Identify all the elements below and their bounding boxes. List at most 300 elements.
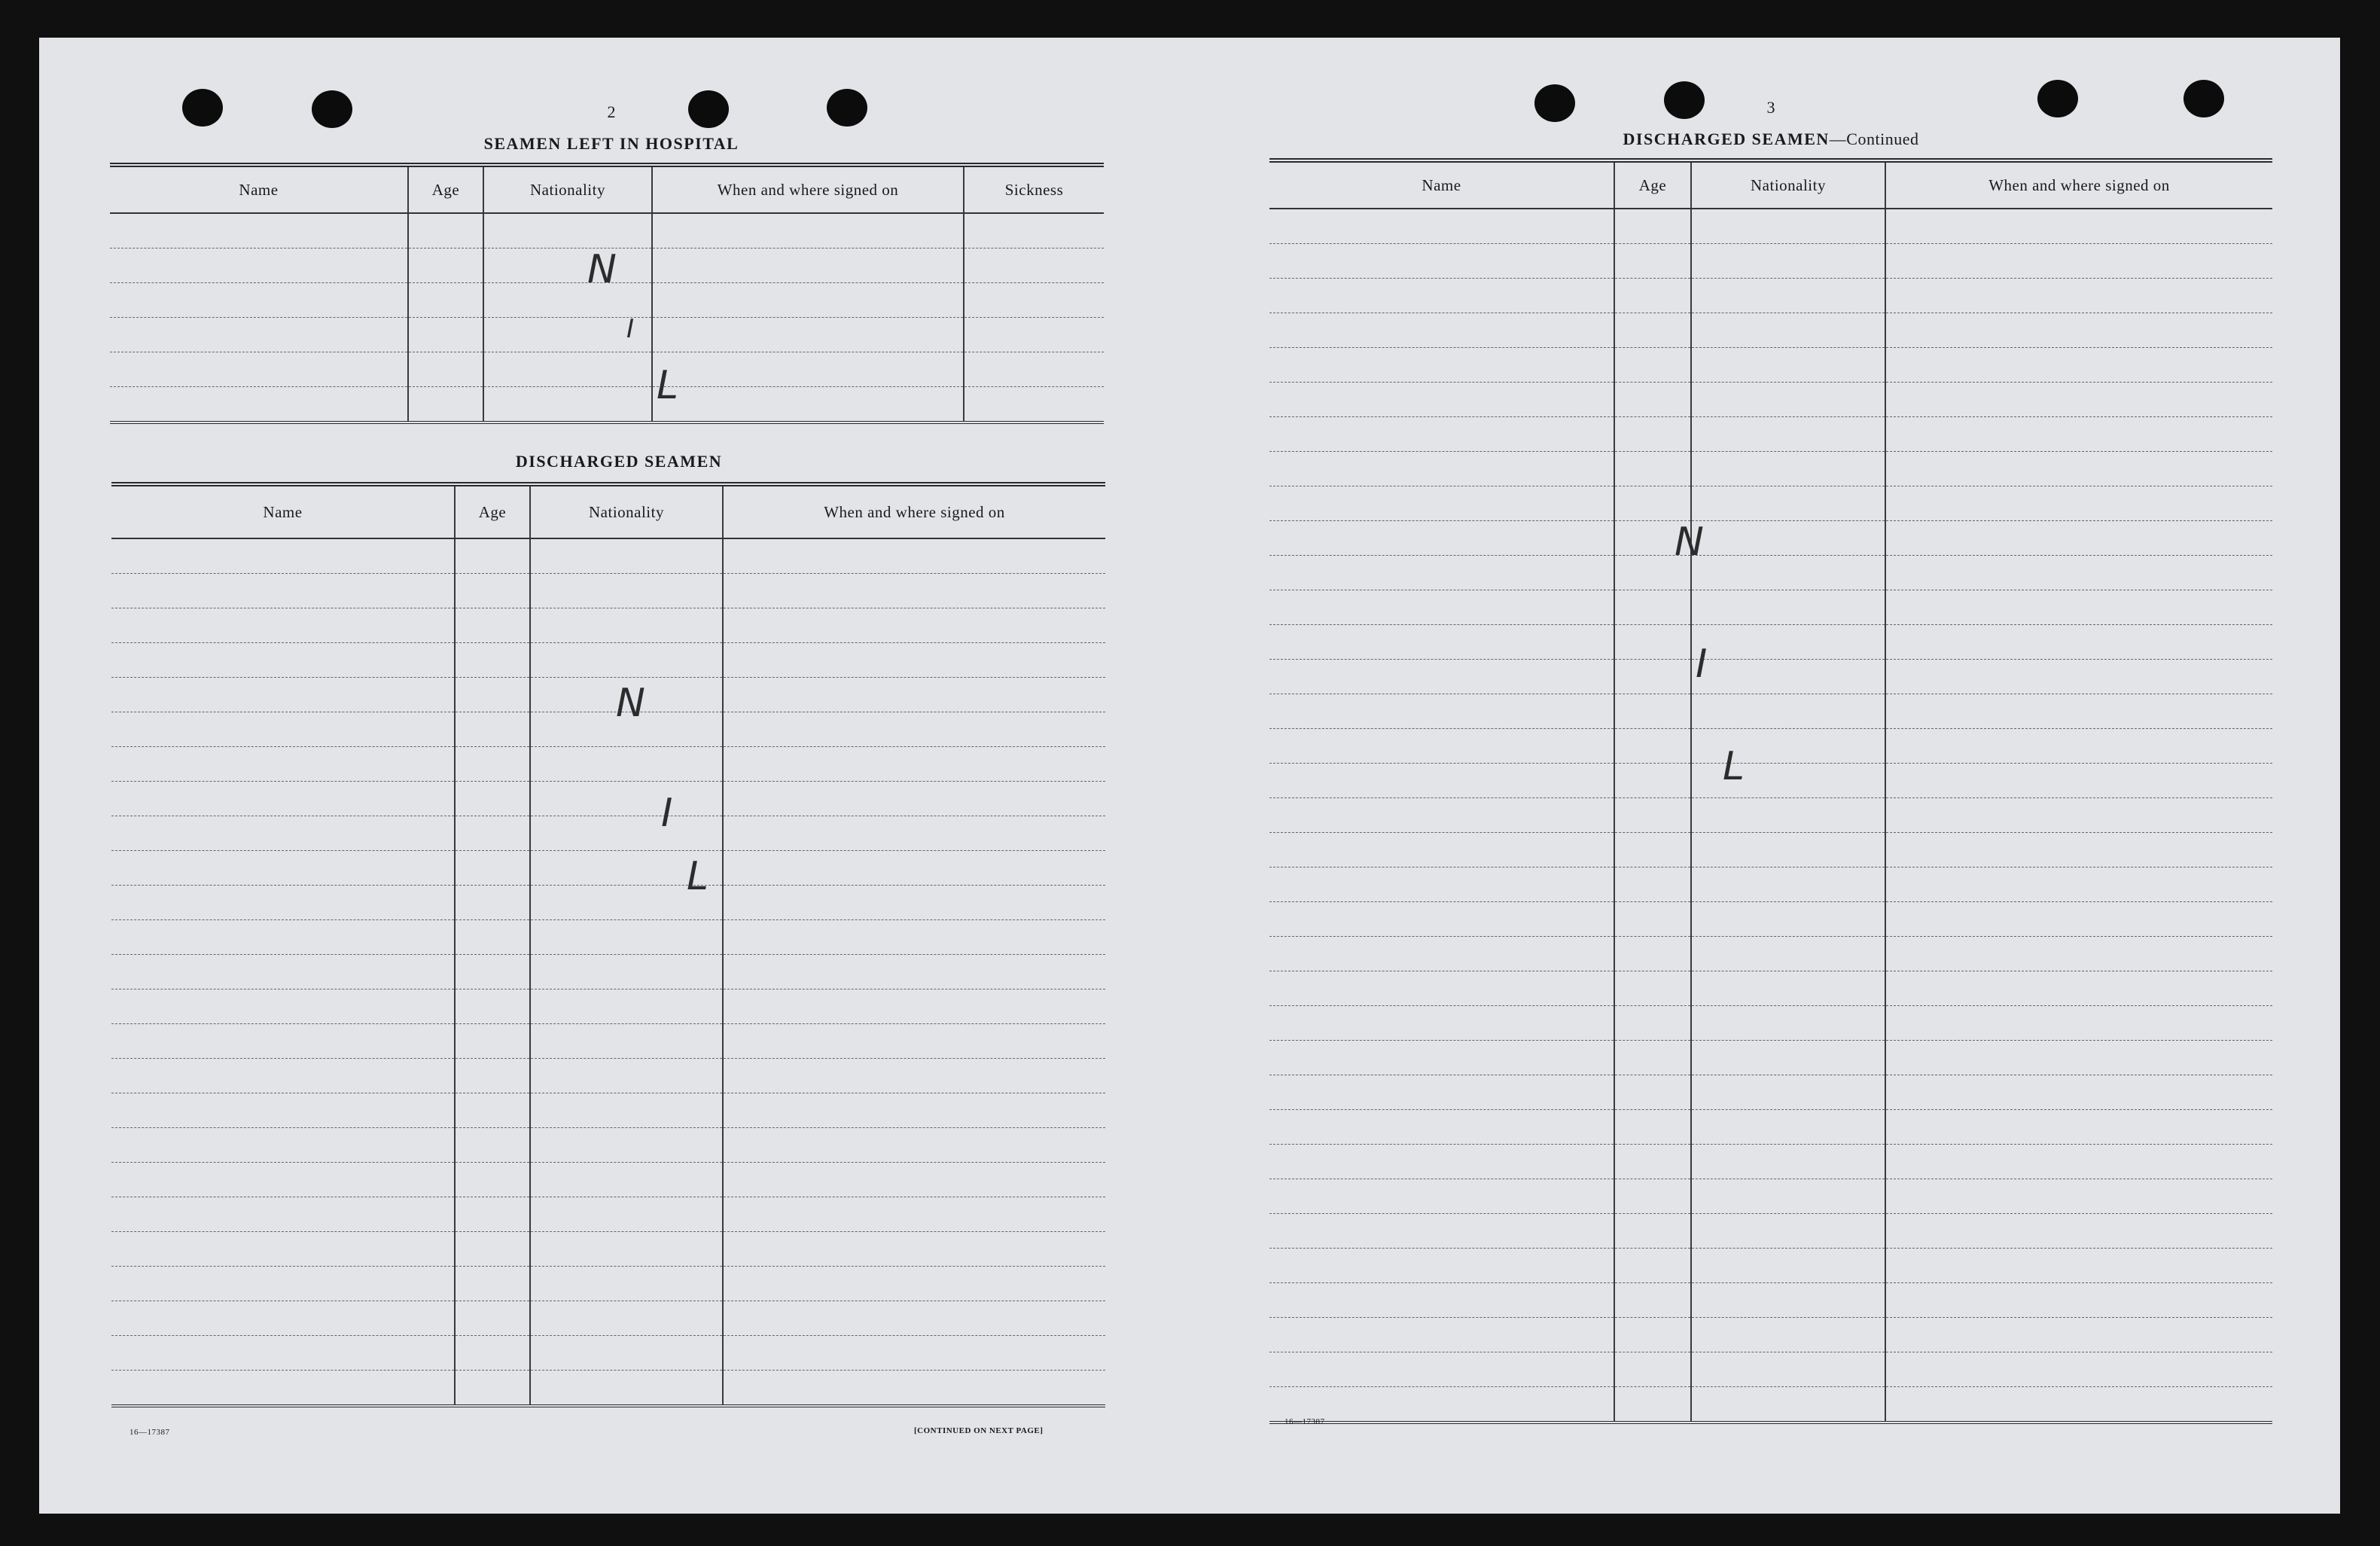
table-row: [111, 608, 1105, 643]
col-header-nationality: Nationality: [1691, 160, 1885, 209]
blank-cell: [723, 1301, 1105, 1336]
table-row: [1269, 1283, 2272, 1318]
blank-cell: [1614, 1249, 1691, 1283]
blank-cell: [1885, 1318, 2272, 1352]
blank-cell: [1614, 764, 1691, 798]
table-row: [1269, 1387, 2272, 1423]
blank-cell: [723, 608, 1105, 643]
blank-cell: [530, 1024, 723, 1059]
blank-cell: [455, 1128, 530, 1163]
discharged-rows-right: [1269, 209, 2272, 1423]
blank-cell: [723, 747, 1105, 782]
blank-cell: [110, 283, 408, 318]
blank-cell: [1614, 1283, 1691, 1318]
blank-cell: [530, 747, 723, 782]
table-row: [1269, 1179, 2272, 1214]
blank-cell: [723, 678, 1105, 712]
blank-cell: [1691, 1075, 1885, 1110]
blank-cell: [111, 990, 455, 1024]
table-row: [1269, 764, 2272, 798]
blank-cell: [1691, 313, 1885, 348]
table-row: [111, 851, 1105, 886]
table-row: [1269, 1352, 2272, 1387]
table-row: [1269, 244, 2272, 279]
blank-cell: [964, 387, 1104, 423]
blank-cell: [1691, 486, 1885, 521]
blank-cell: [1614, 590, 1691, 625]
blank-cell: [1691, 383, 1885, 417]
blank-cell: [455, 816, 530, 851]
col-header-age: Age: [455, 484, 530, 538]
table-row: [111, 1232, 1105, 1267]
col-header-name: Name: [111, 484, 455, 538]
blank-cell: [1885, 694, 2272, 729]
blank-cell: [530, 1093, 723, 1128]
blank-cell: [652, 283, 964, 318]
col-header-nationality: Nationality: [530, 484, 723, 538]
blank-cell: [723, 1128, 1105, 1163]
blank-cell: [1691, 764, 1885, 798]
handwritten-mark: L: [687, 854, 709, 899]
blank-cell: [530, 1232, 723, 1267]
blank-cell: [1691, 1387, 1885, 1423]
blank-cell: [111, 747, 455, 782]
blank-cell: [964, 249, 1104, 283]
blank-cell: [530, 1267, 723, 1301]
table-row: [110, 352, 1104, 387]
table-row: [111, 1371, 1105, 1407]
blank-cell: [1269, 1249, 1614, 1283]
blank-cell: [111, 1336, 455, 1371]
title-suffix: —Continued: [1829, 130, 1919, 148]
blank-cell: [1269, 486, 1614, 521]
blank-cell: [1691, 729, 1885, 764]
table-row: [1269, 1041, 2272, 1075]
blank-cell: [1269, 348, 1614, 383]
blank-cell: [1885, 556, 2272, 590]
blank-cell: [1691, 1006, 1885, 1041]
blank-cell: [1691, 902, 1885, 937]
blank-cell: [1691, 1145, 1885, 1179]
blank-cell: [111, 851, 455, 886]
blank-cell: [1269, 279, 1614, 313]
blank-cell: [1885, 1041, 2272, 1075]
blank-cell: [1614, 798, 1691, 833]
form-number-right: 16—17387: [1284, 1417, 1325, 1426]
blank-cell: [1691, 1214, 1885, 1249]
blank-cell: [455, 538, 530, 574]
blank-cell: [1691, 868, 1885, 902]
blank-cell: [530, 816, 723, 851]
blank-cell: [1269, 1110, 1614, 1145]
blank-cell: [1269, 590, 1614, 625]
punch-hole: [182, 89, 223, 127]
table-row: [111, 886, 1105, 920]
blank-cell: [455, 643, 530, 678]
table-row: [111, 574, 1105, 608]
hospital-section-title: SEAMEN LEFT IN HOSPITAL: [483, 134, 739, 153]
blank-cell: [1614, 660, 1691, 694]
blank-cell: [483, 387, 652, 423]
blank-cell: [1691, 660, 1885, 694]
table-row: [111, 747, 1105, 782]
discharged-table-right: [1269, 158, 2272, 1424]
blank-cell: [530, 1301, 723, 1336]
table-row: [111, 1024, 1105, 1059]
table-row: [111, 1163, 1105, 1197]
blank-cell: [111, 955, 455, 990]
blank-cell: [1885, 833, 2272, 868]
blank-cell: [964, 352, 1104, 387]
blank-cell: [723, 816, 1105, 851]
blank-cell: [1269, 937, 1614, 971]
blank-cell: [455, 1093, 530, 1128]
blank-cell: [1614, 1075, 1691, 1110]
blank-cell: [723, 643, 1105, 678]
blank-cell: [455, 990, 530, 1024]
table-row: [111, 816, 1105, 851]
blank-cell: [1885, 1214, 2272, 1249]
page-number-right: 3: [1766, 98, 1775, 117]
blank-cell: [1691, 1110, 1885, 1145]
blank-cell: [1885, 452, 2272, 486]
blank-cell: [1885, 971, 2272, 1006]
blank-cell: [110, 318, 408, 352]
discharged-table-left: [111, 482, 1105, 1407]
blank-cell: [1269, 1352, 1614, 1387]
blank-cell: [1269, 521, 1614, 556]
table-row: [111, 1336, 1105, 1371]
blank-cell: [1691, 1318, 1885, 1352]
blank-cell: [1614, 1387, 1691, 1423]
punch-hole: [2037, 80, 2078, 117]
col-header-age: Age: [1614, 160, 1691, 209]
table-row: [110, 318, 1104, 352]
blank-cell: [1691, 1352, 1885, 1387]
table-row: [1269, 486, 2272, 521]
blank-cell: [1691, 1041, 1885, 1075]
blank-cell: [530, 782, 723, 816]
blank-cell: [455, 1197, 530, 1232]
blank-cell: [111, 886, 455, 920]
table-row: [110, 213, 1104, 249]
blank-cell: [408, 387, 483, 423]
blank-cell: [652, 352, 964, 387]
blank-cell: [723, 955, 1105, 990]
blank-cell: [1614, 937, 1691, 971]
blank-cell: [1614, 971, 1691, 1006]
table-row: [111, 643, 1105, 678]
blank-cell: [530, 920, 723, 955]
table-row: [1269, 452, 2272, 486]
blank-cell: [1614, 313, 1691, 348]
table-row: [1269, 1006, 2272, 1041]
blank-cell: [111, 1093, 455, 1128]
blank-cell: [455, 886, 530, 920]
table-row: [1269, 1249, 2272, 1283]
blank-cell: [1691, 244, 1885, 279]
blank-cell: [530, 1197, 723, 1232]
blank-cell: [455, 747, 530, 782]
blank-cell: [1885, 937, 2272, 971]
blank-cell: [1885, 348, 2272, 383]
blank-cell: [530, 1163, 723, 1197]
blank-cell: [1269, 1075, 1614, 1110]
col-header-name: Name: [110, 165, 408, 213]
blank-cell: [455, 1059, 530, 1093]
blank-cell: [1691, 590, 1885, 625]
table-row: [1269, 590, 2272, 625]
table-row: [110, 387, 1104, 423]
blank-cell: [1614, 833, 1691, 868]
table-row: [1269, 313, 2272, 348]
table-row: [111, 955, 1105, 990]
blank-cell: [1691, 1283, 1885, 1318]
blank-cell: [1614, 1352, 1691, 1387]
blank-cell: [723, 1232, 1105, 1267]
blank-cell: [1269, 798, 1614, 833]
blank-cell: [1269, 556, 1614, 590]
blank-cell: [1614, 694, 1691, 729]
blank-cell: [723, 1336, 1105, 1371]
blank-cell: [111, 678, 455, 712]
blank-cell: [455, 1336, 530, 1371]
blank-cell: [111, 643, 455, 678]
blank-cell: [652, 318, 964, 352]
blank-cell: [530, 990, 723, 1024]
blank-cell: [1885, 521, 2272, 556]
col-header-nationality: Nationality: [483, 165, 652, 213]
table-row: [1269, 902, 2272, 937]
blank-cell: [1885, 1006, 2272, 1041]
blank-cell: [111, 1059, 455, 1093]
handwritten-mark: N: [587, 247, 617, 292]
blank-cell: [111, 574, 455, 608]
blank-cell: [1885, 244, 2272, 279]
blank-cell: [111, 816, 455, 851]
table-row: [1269, 1318, 2272, 1352]
blank-cell: [1691, 348, 1885, 383]
blank-cell: [1691, 625, 1885, 660]
table-row: [1269, 798, 2272, 833]
blank-cell: [530, 574, 723, 608]
blank-cell: [111, 1301, 455, 1336]
blank-cell: [1614, 348, 1691, 383]
table-row: [111, 1059, 1105, 1093]
handwritten-mark: N: [1675, 520, 1704, 565]
blank-cell: [1614, 1145, 1691, 1179]
blank-cell: [1885, 1145, 2272, 1179]
blank-cell: [110, 352, 408, 387]
blank-cell: [111, 1024, 455, 1059]
form-number-left: 16—17387: [130, 1428, 170, 1437]
table-row: [111, 920, 1105, 955]
blank-cell: [483, 283, 652, 318]
blank-cell: [530, 1336, 723, 1371]
blank-cell: [1691, 209, 1885, 244]
blank-cell: [1269, 660, 1614, 694]
table-row: [111, 678, 1105, 712]
blank-cell: [1614, 279, 1691, 313]
blank-cell: [1691, 833, 1885, 868]
blank-cell: [1269, 1041, 1614, 1075]
blank-cell: [1269, 694, 1614, 729]
col-header-signed-on: When and where signed on: [723, 484, 1105, 538]
blank-cell: [1614, 383, 1691, 417]
blank-cell: [723, 712, 1105, 747]
blank-cell: [652, 249, 964, 283]
col-header-age: Age: [408, 165, 483, 213]
table-row: [1269, 1145, 2272, 1179]
blank-cell: [1614, 1006, 1691, 1041]
table-row: [1269, 868, 2272, 902]
table-row: [1269, 417, 2272, 452]
blank-cell: [1691, 452, 1885, 486]
table-row: [1269, 625, 2272, 660]
blank-cell: [1269, 1214, 1614, 1249]
blank-cell: [1885, 1110, 2272, 1145]
blank-cell: [1885, 1352, 2272, 1387]
punch-hole: [827, 89, 867, 127]
blank-cell: [1885, 1179, 2272, 1214]
blank-cell: [1269, 1179, 1614, 1214]
blank-cell: [1885, 313, 2272, 348]
blank-cell: [723, 886, 1105, 920]
blank-cell: [1269, 833, 1614, 868]
blank-cell: [1885, 660, 2272, 694]
blank-cell: [530, 538, 723, 574]
blank-cell: [1885, 1249, 2272, 1283]
table-row: [1269, 1110, 2272, 1145]
blank-cell: [723, 990, 1105, 1024]
handwritten-mark: I: [661, 791, 673, 836]
blank-cell: [723, 1163, 1105, 1197]
table-row: [111, 1267, 1105, 1301]
blank-cell: [455, 1301, 530, 1336]
blank-cell: [1885, 902, 2272, 937]
table-row: [1269, 383, 2272, 417]
table-row: [111, 1301, 1105, 1336]
blank-cell: [1614, 417, 1691, 452]
table-row: [111, 1197, 1105, 1232]
blank-cell: [1885, 764, 2272, 798]
blank-cell: [1269, 1318, 1614, 1352]
blank-cell: [455, 920, 530, 955]
table-row: [111, 1093, 1105, 1128]
handwritten-mark: L: [1723, 744, 1745, 789]
blank-cell: [723, 1024, 1105, 1059]
blank-cell: [111, 1232, 455, 1267]
blank-cell: [1269, 625, 1614, 660]
blank-cell: [408, 283, 483, 318]
table-row: [1269, 729, 2272, 764]
punch-hole: [688, 90, 729, 128]
col-header-sickness: Sickness: [964, 165, 1104, 213]
col-header-name: Name: [1269, 160, 1614, 209]
table-row: [1269, 209, 2272, 244]
blank-cell: [1269, 1006, 1614, 1041]
continued-note: [CONTINUED ON NEXT PAGE]: [914, 1426, 1044, 1435]
blank-cell: [110, 387, 408, 423]
table-row: [1269, 660, 2272, 694]
blank-cell: [111, 1267, 455, 1301]
blank-cell: [1614, 868, 1691, 902]
handwritten-mark: L: [657, 363, 678, 408]
blank-cell: [455, 851, 530, 886]
blank-cell: [1885, 590, 2272, 625]
blank-cell: [1691, 937, 1885, 971]
blank-cell: [1885, 383, 2272, 417]
blank-cell: [964, 283, 1104, 318]
blank-cell: [1614, 1179, 1691, 1214]
blank-cell: [652, 213, 964, 249]
blank-cell: [111, 608, 455, 643]
blank-cell: [455, 608, 530, 643]
blank-cell: [723, 1197, 1105, 1232]
col-header-signed-on: When and where signed on: [652, 165, 964, 213]
blank-cell: [1885, 625, 2272, 660]
table-row: [1269, 937, 2272, 971]
blank-cell: [1614, 1214, 1691, 1249]
discharged-section-title-left: DISCHARGED SEAMEN: [515, 452, 723, 471]
blank-cell: [1885, 417, 2272, 452]
blank-cell: [1691, 1249, 1885, 1283]
blank-cell: [723, 538, 1105, 574]
table-row: [1269, 279, 2272, 313]
blank-cell: [111, 712, 455, 747]
blank-cell: [1691, 971, 1885, 1006]
blank-cell: [1269, 417, 1614, 452]
blank-cell: [455, 1163, 530, 1197]
blank-cell: [1614, 729, 1691, 764]
blank-cell: [1614, 1110, 1691, 1145]
blank-cell: [111, 782, 455, 816]
blank-cell: [1614, 1041, 1691, 1075]
blank-cell: [1885, 1387, 2272, 1423]
blank-cell: [530, 1128, 723, 1163]
blank-cell: [1614, 625, 1691, 660]
blank-cell: [1269, 209, 1614, 244]
blank-cell: [1885, 729, 2272, 764]
punch-hole: [1534, 84, 1575, 122]
blank-cell: [455, 712, 530, 747]
blank-cell: [964, 213, 1104, 249]
blank-cell: [652, 387, 964, 423]
blank-cell: [1614, 486, 1691, 521]
blank-cell: [1269, 1145, 1614, 1179]
blank-cell: [530, 955, 723, 990]
table-row: [1269, 1075, 2272, 1110]
discharged-rows-left: [111, 538, 1105, 1406]
blank-cell: [455, 1232, 530, 1267]
title-text: DISCHARGED SEAMEN: [1623, 130, 1830, 148]
blank-cell: [723, 851, 1105, 886]
blank-cell: [455, 955, 530, 990]
table-row: [111, 1128, 1105, 1163]
blank-cell: [1269, 902, 1614, 937]
hospital-rows: [110, 213, 1104, 422]
table-row: [111, 538, 1105, 574]
table-row: [111, 712, 1105, 747]
blank-cell: [723, 1059, 1105, 1093]
blank-cell: [723, 1093, 1105, 1128]
hospital-table: [110, 163, 1104, 424]
blank-cell: [1691, 417, 1885, 452]
blank-cell: [455, 574, 530, 608]
punch-hole: [1664, 81, 1705, 119]
table-row: [1269, 1214, 2272, 1249]
blank-cell: [1614, 902, 1691, 937]
